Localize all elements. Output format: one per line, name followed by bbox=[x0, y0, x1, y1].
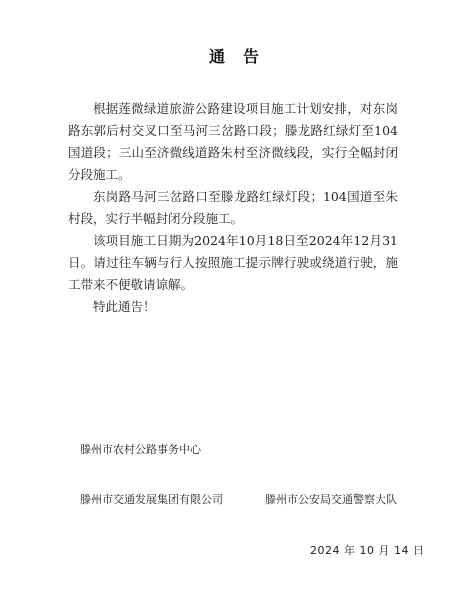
notice-date: 2024 年 10 月 14 日 bbox=[310, 544, 425, 557]
notice-title: 通告 bbox=[208, 47, 277, 66]
notice-body bbox=[68, 98, 398, 318]
signatory-rural-road-center: 滕州市农村公路事务中心 bbox=[80, 443, 201, 456]
signatory-transport-group: 滕州市交通发展集团有限公司 bbox=[80, 493, 223, 506]
signatory-traffic-police: 滕州市公安局交通警察大队 bbox=[265, 493, 397, 506]
paragraph-closing: 特此通告！ bbox=[93, 299, 156, 314]
paragraph-full-closure: 根据莲微绿道旅游公路建设项目施工计划安排，对东岗路东郭后村交叉口至马河三岔路口段；滕龙路红绿灯至104国道段；三山至济微线道路朱村至济微线段，实行全幅封闭分段施工。 bbox=[68, 101, 398, 182]
paragraph-half-closure: 东岗路马河三岔路口至滕龙路红绿灯段；104国道至朱村段，实行半幅封闭分段施工。 bbox=[68, 189, 398, 226]
paragraph-schedule: 该项目施工日期为2024年10月18日至2024年12月31日。请过往车辆与行人按照施工提示牌行驶或绕道行驶，施工带来不便敬请谅解。 bbox=[68, 233, 398, 292]
